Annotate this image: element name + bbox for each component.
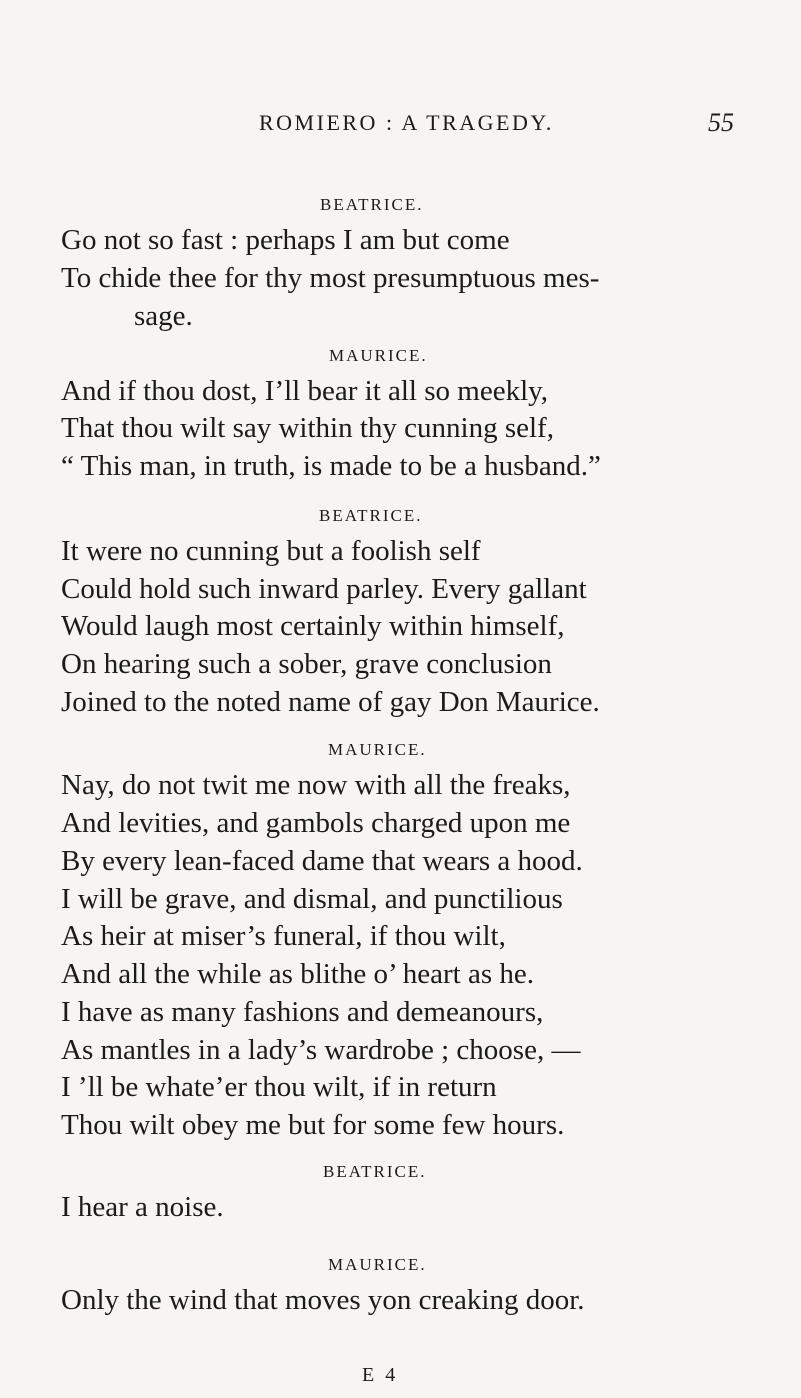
speaker-name: BEATRICE. bbox=[320, 195, 424, 214]
verse-line: sage. bbox=[134, 300, 193, 332]
verse-line: Go not so fast : perhaps I am but come bbox=[61, 224, 510, 256]
verse-line: I have as many fashions and demeanours, bbox=[61, 996, 544, 1028]
verse-line: Nay, do not twit me now with all the freaks, bbox=[61, 769, 571, 801]
verse-line: By every lean-faced dame that wears a hood. bbox=[61, 845, 583, 877]
speaker-name: MAURICE. bbox=[328, 1255, 427, 1274]
verse-line: I will be grave, and dismal, and punctilious bbox=[61, 883, 563, 915]
verse-line: Joined to the noted name of gay Don Maurice. bbox=[61, 686, 600, 718]
verse-line: And levities, and gambols charged upon me bbox=[61, 807, 571, 839]
verse-line: As mantles in a lady’s wardrobe ; choose, — bbox=[61, 1034, 581, 1066]
verse-line: Only the wind that moves yon creaking door. bbox=[61, 1284, 585, 1316]
verse-line: It were no cunning but a foolish self bbox=[61, 535, 481, 567]
verse-line: Would laugh most certainly within himself, bbox=[61, 610, 565, 642]
verse-line: On hearing such a sober, grave conclusion bbox=[61, 648, 552, 680]
verse-line: “ This man, in truth, is made to be a husband.” bbox=[61, 450, 601, 482]
signature-mark: E 4 bbox=[362, 1364, 399, 1386]
speaker-name: BEATRICE. bbox=[319, 506, 423, 525]
running-title: ROMIERO : A TRAGEDY. bbox=[259, 110, 554, 135]
verse-line: Could hold such inward parley. Every gallant bbox=[61, 573, 587, 605]
verse-line: I hear a noise. bbox=[61, 1191, 224, 1223]
verse-line: And if thou dost, I’ll bear it all so meekly, bbox=[61, 375, 548, 407]
verse-line: That thou wilt say within thy cunning self, bbox=[61, 412, 554, 444]
verse-line: Thou wilt obey me but for some few hours. bbox=[61, 1109, 565, 1141]
verse-line: And all the while as blithe o’ heart as he. bbox=[61, 958, 534, 990]
speaker-name: MAURICE. bbox=[329, 346, 428, 365]
verse-line: As heir at miser’s funeral, if thou wilt, bbox=[61, 920, 506, 952]
verse-line: To chide thee for thy most presumptuous mes- bbox=[61, 262, 600, 294]
verse-line: I ’ll be whate’er thou wilt, if in return bbox=[61, 1071, 497, 1103]
speaker-name: BEATRICE. bbox=[323, 1162, 427, 1181]
page-number: 55 bbox=[708, 108, 734, 137]
speaker-name: MAURICE. bbox=[328, 740, 427, 759]
